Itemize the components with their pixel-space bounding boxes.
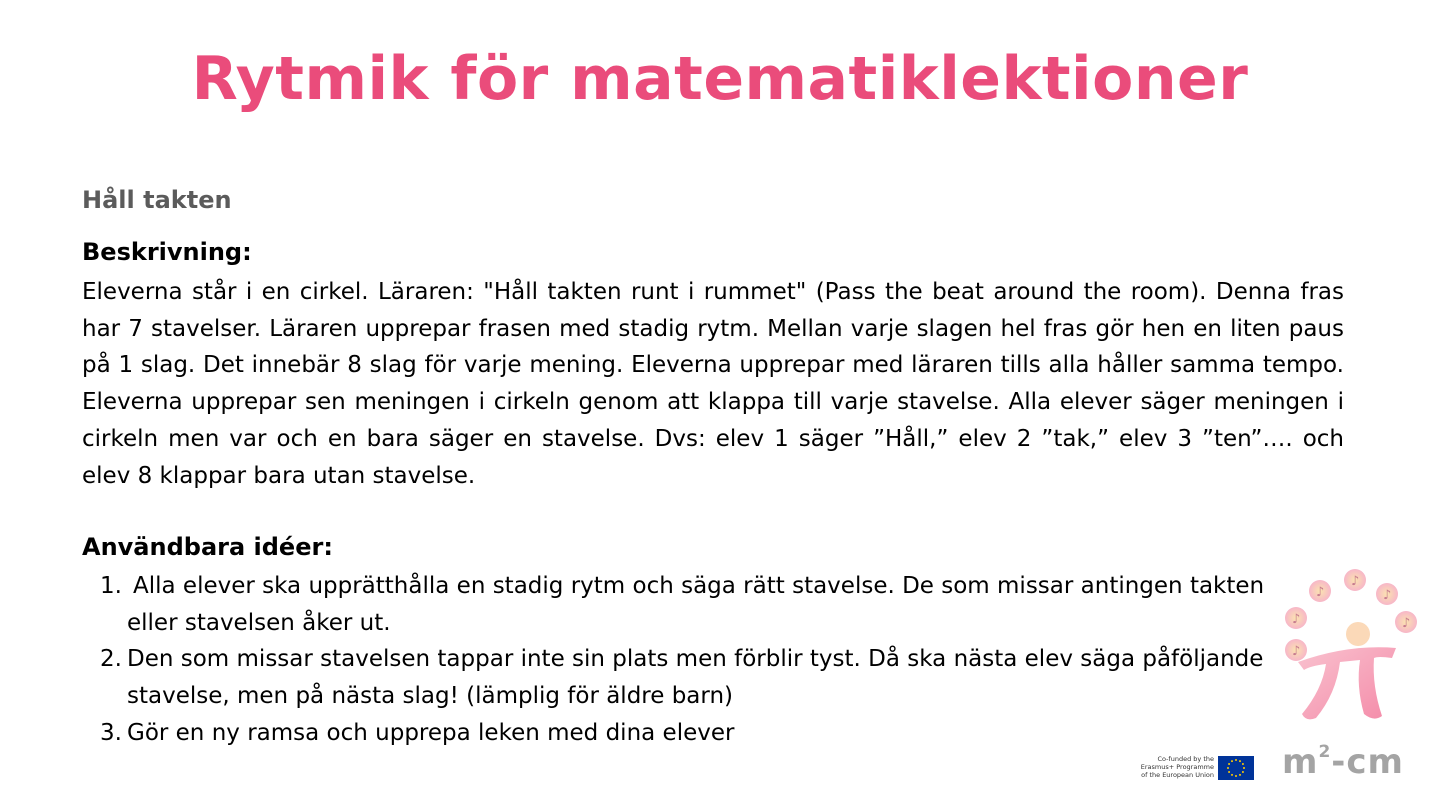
- eu-star: [1231, 774, 1233, 776]
- pi-symbol-icon: [1298, 622, 1396, 719]
- list-item-number: 3.: [100, 719, 122, 746]
- music-note-icon: [1395, 611, 1417, 633]
- eu-star: [1242, 763, 1244, 765]
- svg-text:♪: ♪: [1316, 585, 1325, 600]
- list-item: [82, 568, 1302, 641]
- eu-flag-icon: [1218, 756, 1254, 780]
- eu-line-3: of the European Union: [1141, 771, 1214, 779]
- brand-rest: -cm: [1331, 742, 1404, 782]
- ideas-list: [82, 568, 1302, 752]
- brand-m: m: [1282, 742, 1319, 782]
- activity-subtitle: Håll takten: [82, 186, 232, 214]
- eu-star: [1243, 767, 1245, 769]
- music-note-icon: [1285, 607, 1307, 629]
- eu-star: [1231, 760, 1233, 762]
- eu-star: [1242, 771, 1244, 773]
- brand-logo-text: [1282, 742, 1404, 782]
- music-note-icon: [1285, 639, 1307, 661]
- eu-star: [1239, 760, 1241, 762]
- list-item-number: 1.: [100, 573, 122, 599]
- list-item-text: Den som missar stavelsen tappar inte sin plats men förblir tyst. Då ska nästa elev säga påföljande stavelse, men på nästa slag! (lämplig för äldre barn): [127, 646, 1264, 710]
- music-note-icon: [1344, 569, 1366, 591]
- eu-funding-text: [1128, 755, 1214, 779]
- svg-text:♪: ♪: [1351, 574, 1360, 589]
- list-item-text: Gör en ny ramsa och upprepa leken med dina elever: [127, 719, 735, 746]
- eu-star: [1228, 763, 1230, 765]
- svg-text:♪: ♪: [1292, 612, 1301, 627]
- music-note-icon: [1309, 580, 1331, 602]
- list-item: [82, 641, 1302, 714]
- eu-star: [1239, 774, 1241, 776]
- list-item-text: Alla elever ska upprätthålla en stadig rytm och säga rätt stavelse. De som missar antingen takten eller stavelsen åker ut.: [127, 573, 1265, 636]
- eu-line-2: Erasmus+ Programme: [1140, 763, 1214, 771]
- list-item-number: 2.: [100, 646, 122, 673]
- ideas-heading: Användbara idéer:: [82, 533, 333, 561]
- eu-star: [1227, 767, 1229, 769]
- brand-sup: 2: [1318, 741, 1332, 762]
- description-heading: Beskrivning:: [82, 238, 252, 266]
- description-paragraph: Eleverna står i en cirkel. Läraren: "Håll takten runt i rummet" (Pass the beat around the room). Denna fras har 7 stavelser. Läraren upprepar frasen med stadig rytm. Mellan varje slagen hel fras gör hen en liten paus på 1 slag. Det innebär 8 slag för varje mening. Eleverna upprepar med läraren tills alla håller samma tempo. Eleverna upprepar sen meningen i cirkeln genom att klappa till varje stavelse. Alla elever säger meningen i cirkeln men var och en bara säger en stavelse. Dvs: elev 1 säger ”Håll,” elev 2 ”tak,” elev 3 ”ten”…. och elev 8 klappar bara utan stavelse.: [82, 279, 1344, 489]
- svg-text:♪: ♪: [1383, 588, 1392, 603]
- page-title: Rytmik för matematiklektioner: [191, 44, 1249, 114]
- music-note-icon: [1376, 583, 1398, 605]
- eu-star: [1235, 759, 1237, 761]
- svg-text:♪: ♪: [1402, 616, 1411, 631]
- eu-line-1: Co-funded by the: [1157, 755, 1214, 763]
- list-item: [82, 715, 1302, 752]
- eu-star: [1235, 775, 1237, 777]
- eu-star: [1228, 771, 1230, 773]
- svg-text:♪: ♪: [1292, 644, 1301, 659]
- pi-music-logo: [1278, 566, 1428, 726]
